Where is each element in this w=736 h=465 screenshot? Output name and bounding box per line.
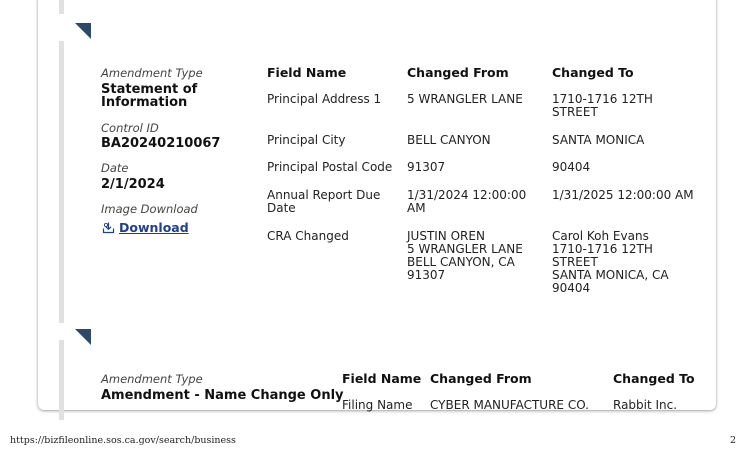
download-link[interactable]: Download: [119, 220, 189, 235]
table-cell-field: CRA Changed: [267, 229, 349, 243]
table-cell-from: 1/31/2024 12:00:00 AM: [407, 188, 527, 215]
image-download-label: Image Download: [101, 202, 198, 216]
table-cell-to: SANTA MONICA: [552, 133, 645, 147]
table-cell-field: Annual Report Due Date: [267, 188, 381, 215]
amendment-type-value: Statement of Information: [101, 82, 198, 110]
timeline-bar: [59, 0, 64, 14]
table-cell-field: Filing Name: [342, 398, 413, 412]
table-cell-to: 1710-1716 12TH STREET: [552, 92, 653, 119]
amendment-type-value: Amendment - Name Change Only: [101, 388, 344, 403]
amendment-type-label: Amendment Type: [101, 372, 203, 386]
column-header-field-name: Field Name: [342, 371, 422, 386]
filing-history-card: [38, 0, 716, 410]
table-cell-to: Carol Koh Evans 1710-1716 12TH STREET SANTA MONICA, CA 90404: [552, 229, 669, 295]
table-cell-from: JUSTIN OREN 5 WRANGLER LANE BELL CANYON, CA 91307: [407, 229, 523, 282]
table-cell-field: Principal Postal Code: [267, 160, 393, 174]
date-label: Date: [101, 161, 129, 175]
table-cell-from: BELL CANYON: [407, 133, 491, 147]
column-header-changed-to: Changed To: [613, 371, 695, 386]
table-cell-field: Principal Address 1: [267, 92, 382, 106]
column-header-changed-to: Changed To: [552, 65, 634, 80]
table-cell-to: Rabbit Inc.: [613, 398, 678, 412]
page-url-footer: https://bizfileonline.sos.ca.gov/search/business: [10, 435, 236, 446]
column-header-changed-from: Changed From: [430, 371, 532, 386]
page-number: 2: [730, 435, 736, 446]
table-cell-from: CYBER MANUFACTURE CO.: [430, 398, 589, 412]
expand-triangle-icon[interactable]: [75, 23, 91, 39]
date-value: 2/1/2024: [101, 177, 165, 192]
table-cell-from: 5 WRANGLER LANE: [407, 92, 523, 106]
table-cell-to: 90404: [552, 160, 591, 174]
column-header-field-name: Field Name: [267, 65, 347, 80]
control-id-label: Control ID: [101, 121, 159, 135]
download-icon[interactable]: [102, 221, 115, 234]
expand-triangle-icon[interactable]: [75, 329, 91, 345]
table-cell-to: 1/31/2025 12:00:00 AM: [552, 188, 694, 202]
control-id-value: BA20240210067: [101, 136, 221, 151]
table-cell-from: 91307: [407, 160, 446, 174]
column-header-changed-from: Changed From: [407, 65, 509, 80]
table-cell-field: Principal City: [267, 133, 346, 147]
amendment-type-label: Amendment Type: [101, 66, 203, 80]
timeline-bar: [59, 340, 64, 420]
timeline-bar: [59, 41, 64, 323]
